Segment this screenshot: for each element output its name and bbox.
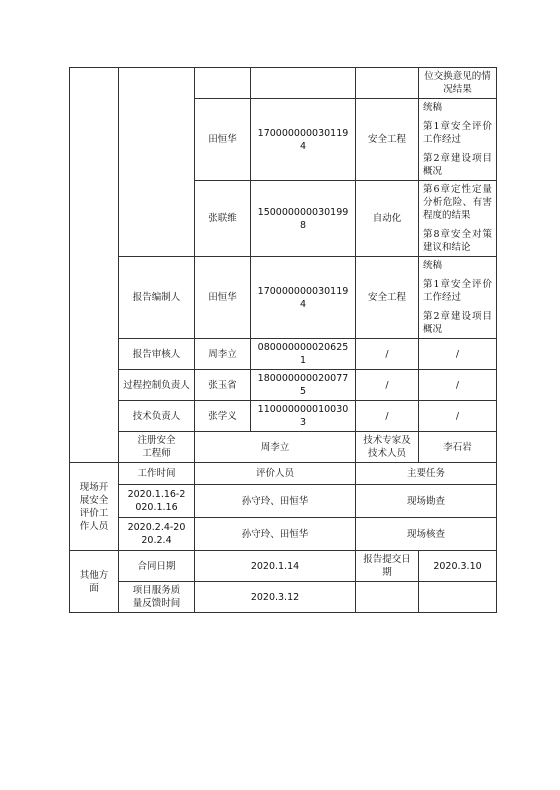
- expert-name-cell: 李石岩: [419, 432, 497, 463]
- id-cell: 1700000000301194: [251, 257, 356, 339]
- name-cell: 田恒华: [195, 257, 251, 339]
- task-cell: [419, 181, 497, 257]
- name-cell: 张联维: [195, 181, 251, 257]
- value-cell: 2020.3.12: [195, 582, 356, 613]
- major-cell: 自动化: [356, 181, 419, 257]
- task-text: 位交换意见的情况结果: [424, 71, 491, 95]
- value-cell: 2020.3.10: [419, 551, 497, 582]
- personnel-table: [69, 67, 497, 613]
- value-cell: 2020.1.14: [195, 551, 356, 582]
- role-cell: 注册安全工程师: [119, 432, 195, 463]
- staff-cell: 孙守玲、田恒华: [195, 485, 356, 518]
- task-cell: 现场勘查: [356, 485, 497, 518]
- role-cell: 报告编制人: [119, 257, 195, 339]
- header-cell: 工作时间: [119, 463, 195, 485]
- task-cell: /: [419, 339, 497, 370]
- table-row: [70, 485, 497, 518]
- task-line: 第6章定性定量分析危险、有害程度的结果: [423, 184, 492, 221]
- major-cell: /: [356, 370, 419, 401]
- task-cell: [419, 257, 497, 339]
- section-label-cell: 现场开展安全评价工作人员: [70, 463, 119, 551]
- task-line: 第8章安全对策建议和结论: [423, 229, 492, 253]
- blank-cell: [195, 68, 251, 99]
- table-row: [70, 582, 497, 613]
- role-cell: 过程控制负责人: [119, 370, 195, 401]
- task-cell: 现场核查: [356, 518, 497, 551]
- role-cell: 技术负责人: [119, 401, 195, 432]
- blank-cell: [251, 68, 356, 99]
- name-cell: 周李立: [195, 339, 251, 370]
- blank-cell: [119, 68, 195, 257]
- blank-cell: [356, 582, 419, 613]
- id-cell: 1800000000200775: [251, 370, 356, 401]
- id-cell: 1100000000100303: [251, 401, 356, 432]
- major-cell: 安全工程: [356, 99, 419, 181]
- table-row: [70, 518, 497, 551]
- header-cell: 评价人员: [195, 463, 356, 485]
- table-row: [70, 551, 497, 582]
- task-line: 第2章建设项目概况: [423, 311, 492, 335]
- time-cell: 2020.2.4-2020.2.4: [119, 518, 195, 551]
- expert-label-cell: 技术专家及技术人员: [356, 432, 419, 463]
- task-cell: /: [419, 370, 497, 401]
- table-row: [70, 339, 497, 370]
- label-cell: 项目服务质量反馈时间: [119, 582, 195, 613]
- major-cell: /: [356, 401, 419, 432]
- task-cell: [419, 68, 497, 99]
- label-cell: 报告提交日期: [356, 551, 419, 582]
- task-line: 第1章安全评价工作经过: [423, 279, 492, 303]
- table-row: [70, 463, 497, 485]
- table-row: [70, 401, 497, 432]
- header-cell: 主要任务: [356, 463, 497, 485]
- task-line: 第2章建设项目概况: [423, 153, 492, 177]
- task-cell: /: [419, 401, 497, 432]
- name-cell: 张学义: [195, 401, 251, 432]
- task-line: 第1章安全评价工作经过: [423, 121, 492, 145]
- name-cell: 田恒华: [195, 99, 251, 181]
- table-row: [70, 257, 497, 339]
- table-row: [70, 432, 497, 463]
- major-cell: /: [356, 339, 419, 370]
- blank-cell: [356, 68, 419, 99]
- id-cell: 0800000000206251: [251, 339, 356, 370]
- task-cell: [419, 99, 497, 181]
- label-cell: 合同日期: [119, 551, 195, 582]
- blank-cell: [70, 68, 119, 463]
- major-cell: 安全工程: [356, 257, 419, 339]
- id-cell: 1700000000301194: [251, 99, 356, 181]
- task-line: 统稿: [423, 260, 443, 271]
- table-row: [70, 68, 497, 99]
- section-label-cell: 其他方面: [70, 551, 119, 613]
- id-cell: 1500000000301998: [251, 181, 356, 257]
- staff-cell: 孙守玲、田恒华: [195, 518, 356, 551]
- time-cell: 2020.1.16-2020.1.16: [119, 485, 195, 518]
- role-cell: 报告审核人: [119, 339, 195, 370]
- name-cell: 周李立: [195, 432, 356, 463]
- blank-cell: [419, 582, 497, 613]
- table-row: [70, 370, 497, 401]
- name-cell: 张玉省: [195, 370, 251, 401]
- task-line: 统稿: [423, 102, 443, 113]
